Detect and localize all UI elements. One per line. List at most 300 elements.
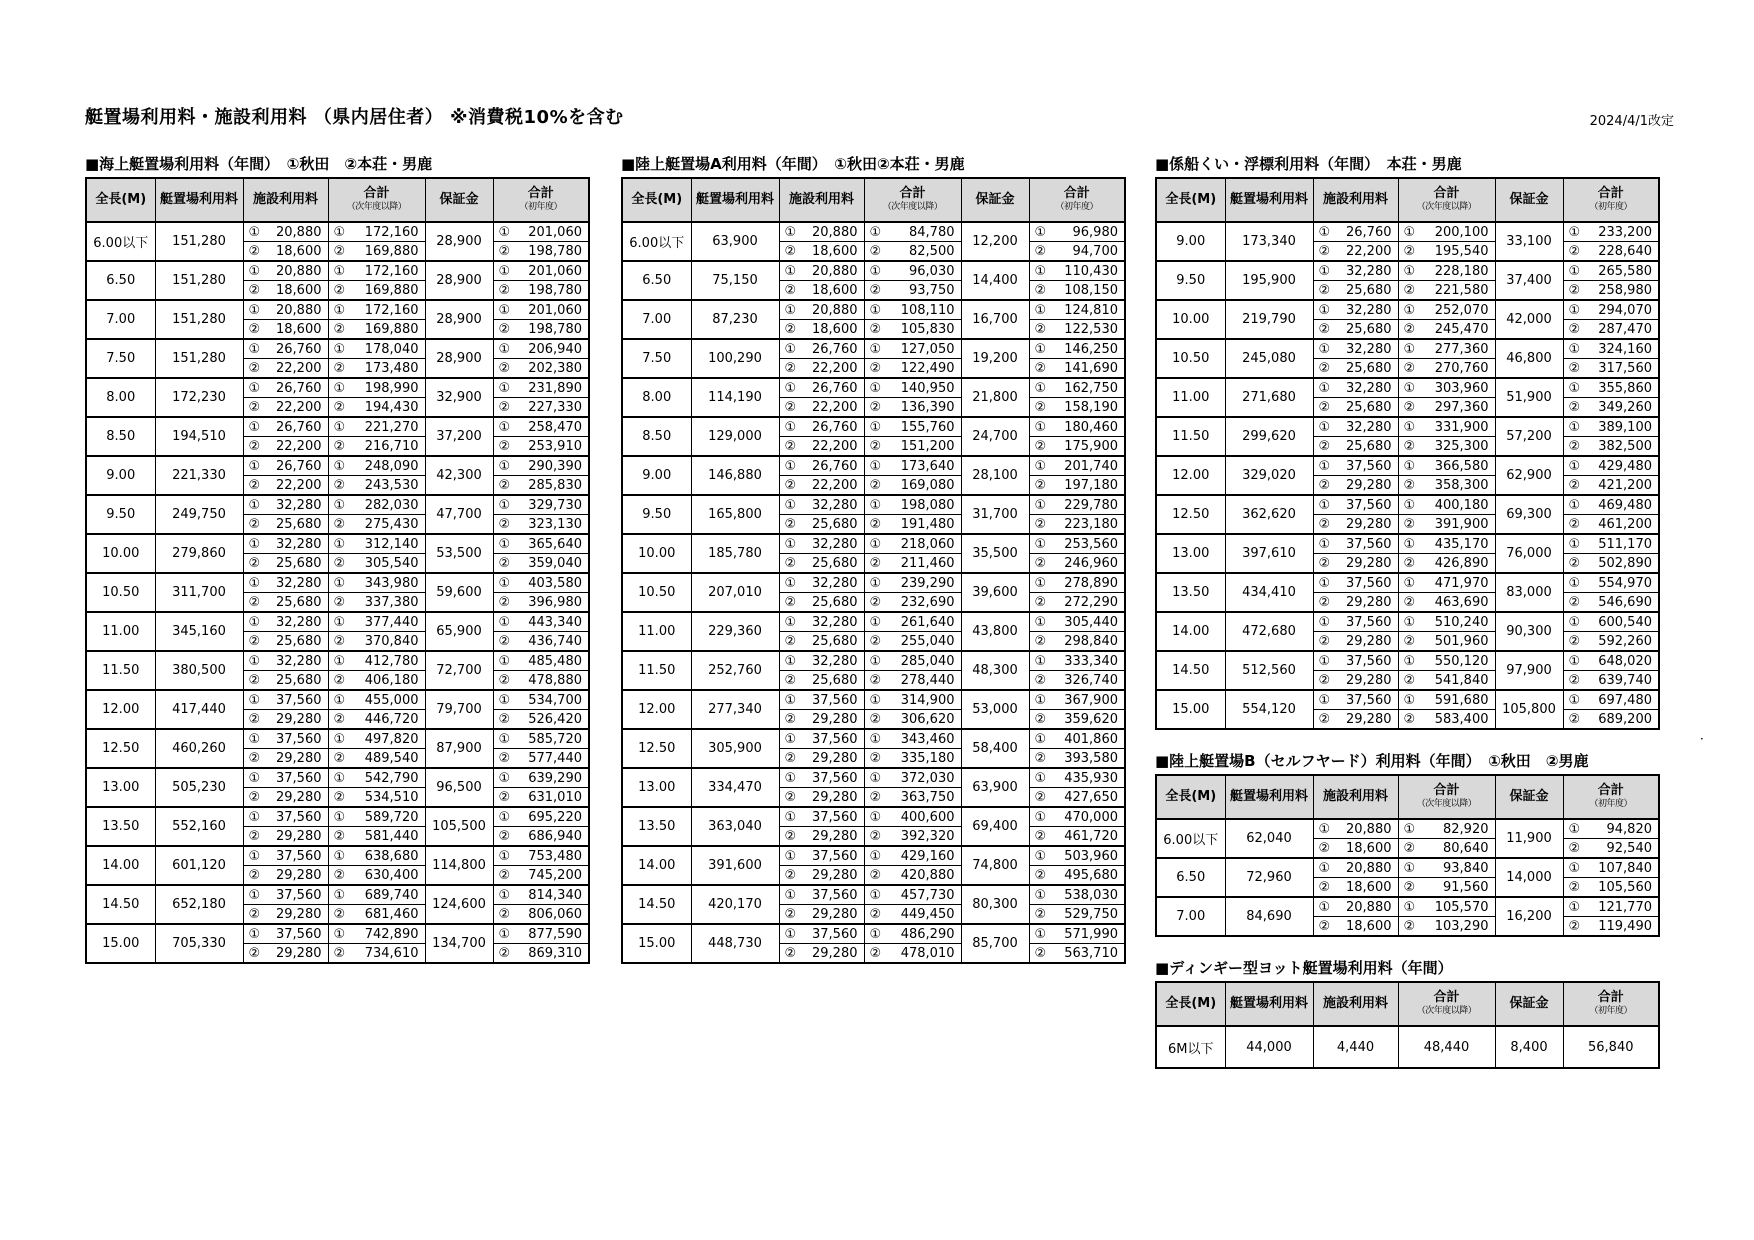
circled-number-1: ① (498, 653, 511, 669)
cell-value: 140,950 (900, 380, 955, 396)
cell-length: 13.50 (1156, 573, 1225, 612)
cell-total-first-2 (1563, 839, 1659, 859)
cell-value: 526,420 (528, 711, 582, 727)
col-header-length: 全長(M) (86, 178, 155, 222)
circled-number-1: ① (1568, 263, 1581, 279)
circled-number-2: ② (248, 711, 261, 727)
cell-deposit: 79,700 (425, 690, 493, 729)
circled-number-1: ① (1034, 926, 1047, 942)
table-row-sub1 (622, 417, 1125, 437)
cell-value: 329,730 (528, 497, 582, 513)
circled-number-1: ① (333, 536, 346, 552)
right-column (1155, 153, 1658, 1069)
cell-total-first-2 (1563, 242, 1659, 262)
cell-length: 9.50 (1156, 261, 1225, 300)
table-row-sub1 (86, 495, 589, 515)
cell-facility-fee-2 (779, 944, 864, 964)
circled-number-2: ② (1403, 840, 1416, 856)
cell-value: 231,890 (528, 380, 582, 396)
cell-value: 563,710 (1064, 945, 1118, 961)
cell-facility-fee-1 (1313, 819, 1398, 839)
cell-value: 343,460 (900, 731, 955, 747)
cell-total-first: 56,840 (1563, 1026, 1659, 1068)
cell-value: 246,960 (1064, 555, 1118, 571)
cell-deposit: 53,000 (961, 690, 1029, 729)
table-row-sub1 (622, 846, 1125, 866)
circled-number-2: ② (248, 360, 261, 376)
cell-value: 105,570 (1434, 899, 1489, 915)
cell-total-first-2 (1029, 788, 1125, 808)
circled-number-2: ② (498, 438, 511, 454)
cell-total-first-1 (1029, 222, 1125, 242)
cell-value: 806,060 (528, 906, 582, 922)
cell-value: 162,750 (1064, 380, 1118, 396)
circled-number-1: ① (1403, 497, 1416, 513)
cell-value: 317,560 (1598, 360, 1652, 376)
cell-value: 501,960 (1434, 633, 1489, 649)
cell-total-first-2 (1563, 281, 1659, 301)
cell-total-first-1 (1029, 729, 1125, 749)
cell-base-fee: 652,180 (155, 885, 243, 924)
cell-value: 382,500 (1598, 438, 1652, 454)
cell-facility-fee-2 (243, 944, 328, 964)
cell-facility-fee-1 (1313, 534, 1398, 554)
cell-total-next-2 (328, 398, 425, 418)
cell-value: 84,780 (909, 224, 955, 240)
circled-number-1: ① (869, 731, 882, 747)
circled-number-2: ② (1034, 516, 1047, 532)
circled-number-2: ② (333, 438, 346, 454)
cell-total-first-1 (493, 885, 589, 905)
table-dinghy-yacht-fees (1155, 957, 1658, 1069)
cell-base-fee: 420,170 (691, 885, 779, 924)
table-row-sub1 (622, 573, 1125, 593)
cell-total-first-2 (493, 944, 589, 964)
cell-total-first-2 (1029, 827, 1125, 847)
cell-total-first-1 (493, 573, 589, 593)
cell-base-fee: 245,080 (1225, 339, 1313, 378)
header-row (1156, 982, 1659, 1026)
cell-value: 201,740 (1064, 458, 1118, 474)
cell-total-next-1 (1398, 300, 1495, 320)
circled-number-2: ② (1568, 438, 1581, 454)
cell-value: 25,680 (276, 672, 322, 688)
cell-value: 29,280 (1346, 711, 1392, 727)
cell-facility-fee-1 (243, 300, 328, 320)
cell-total-first-1 (1029, 534, 1125, 554)
cell-total-next-1 (864, 456, 961, 476)
cell-value: 581,440 (364, 828, 419, 844)
circled-number-1: ① (869, 263, 882, 279)
cell-total-first-2 (493, 242, 589, 262)
cell-value: 221,270 (364, 419, 419, 435)
table-row-sub1 (622, 300, 1125, 320)
table-title: ■陸上艇置場A利用料（年間） ①秋田②本荘・男鹿 (621, 155, 965, 173)
cell-length: 14.00 (1156, 612, 1225, 651)
cell-value: 239,290 (900, 575, 955, 591)
cell-length: 11.00 (622, 612, 691, 651)
cell-value: 32,280 (1346, 341, 1392, 357)
cell-value: 26,760 (276, 380, 322, 396)
cell-total-first-1 (1563, 222, 1659, 242)
cell-value: 406,180 (364, 672, 419, 688)
circled-number-2: ② (869, 516, 882, 532)
cell-value: 22,200 (276, 399, 322, 415)
cell-value: 326,740 (1064, 672, 1118, 688)
cell-facility-fee-1 (1313, 300, 1398, 320)
cell-base-fee: 151,280 (155, 339, 243, 378)
cell-value: 25,680 (276, 633, 322, 649)
cell-total-next-2 (328, 671, 425, 691)
table-row-sub1 (622, 534, 1125, 554)
table-row-sub1 (622, 768, 1125, 788)
cell-facility-fee-1 (1313, 573, 1398, 593)
circled-number-2: ② (1403, 516, 1416, 532)
circled-number-2: ② (784, 789, 797, 805)
cell-deposit: 16,200 (1495, 897, 1563, 936)
circled-number-2: ② (784, 438, 797, 454)
circled-number-2: ② (1034, 945, 1047, 961)
cell-value: 37,560 (1346, 458, 1392, 474)
cell-value: 201,060 (528, 263, 582, 279)
cell-value: 285,830 (528, 477, 582, 493)
circled-number-1: ① (1034, 887, 1047, 903)
cell-value: 32,280 (812, 614, 858, 630)
circled-number-1: ① (1403, 458, 1416, 474)
circled-number-1: ① (1403, 302, 1416, 318)
cell-deposit: 85,700 (961, 924, 1029, 963)
cell-length: 12.00 (86, 690, 155, 729)
cell-facility-fee-1 (779, 573, 864, 593)
cell-value: 294,070 (1598, 302, 1652, 318)
cell-length: 14.00 (86, 846, 155, 885)
cell-deposit: 21,800 (961, 378, 1029, 417)
cell-total-next-1 (1398, 534, 1495, 554)
cell-facility-fee-2 (1313, 632, 1398, 652)
cell-value: 227,330 (528, 399, 582, 415)
circled-number-2: ② (498, 867, 511, 883)
cell-deposit: 48,300 (961, 651, 1029, 690)
cell-total-first-1 (1563, 612, 1659, 632)
cell-value: 529,750 (1064, 906, 1118, 922)
table-row-sub1 (86, 690, 589, 710)
circled-number-2: ② (784, 750, 797, 766)
circled-number-2: ② (1403, 321, 1416, 337)
circled-number-2: ② (248, 594, 261, 610)
circled-number-1: ① (248, 926, 261, 942)
cell-value: 37,560 (812, 887, 858, 903)
cell-value: 191,480 (900, 516, 955, 532)
circled-number-1: ① (1568, 653, 1581, 669)
cell-value: 25,680 (812, 555, 858, 571)
cell-length: 15.00 (86, 924, 155, 963)
cell-total-next-2 (1398, 878, 1495, 898)
table-row-sub1 (86, 768, 589, 788)
cell-value: 29,280 (812, 789, 858, 805)
cell-total-first-2 (1029, 905, 1125, 925)
cell-facility-fee-1 (243, 573, 328, 593)
cell-total-first-1 (1029, 456, 1125, 476)
cell-facility-fee-2 (1313, 839, 1398, 859)
table-row-sub1 (1156, 690, 1659, 710)
cell-value: 82,500 (909, 243, 955, 259)
col-header-facility-fee: 施設利用料 (779, 178, 864, 222)
cell-value: 18,600 (812, 243, 858, 259)
col-header-length: 全長(M) (622, 178, 691, 222)
cell-total-next-2 (864, 593, 961, 613)
cell-value: 389,100 (1598, 419, 1652, 435)
cell-total-next-1 (864, 612, 961, 632)
circled-number-1: ① (248, 302, 261, 318)
circled-number-1: ① (1568, 821, 1581, 837)
cell-total-next-1 (328, 573, 425, 593)
cell-value: 337,380 (364, 594, 419, 610)
cell-total-next-1 (328, 651, 425, 671)
cell-value: 377,440 (364, 614, 419, 630)
table-row-sub1 (86, 846, 589, 866)
cell-total-first-2 (1563, 917, 1659, 937)
circled-number-2: ② (1034, 321, 1047, 337)
circled-number-2: ② (1034, 750, 1047, 766)
circled-number-2: ② (1403, 879, 1416, 895)
cell-value: 29,280 (276, 828, 322, 844)
circled-number-1: ① (784, 458, 797, 474)
cell-total-next-1 (328, 612, 425, 632)
cell-total-next-2 (328, 827, 425, 847)
cell-facility-fee-2 (779, 632, 864, 652)
cell-deposit: 14,000 (1495, 858, 1563, 897)
circled-number-1: ① (248, 380, 261, 396)
circled-number-2: ② (1403, 633, 1416, 649)
cell-total-next-2 (1398, 917, 1495, 937)
circled-number-2: ② (784, 243, 797, 259)
circled-number-1: ① (1568, 692, 1581, 708)
cell-value: 26,760 (812, 458, 858, 474)
cell-value: 333,340 (1064, 653, 1118, 669)
cell-facility-fee-2 (779, 476, 864, 496)
cell-total-next-2 (328, 320, 425, 340)
cell-total-next-1 (864, 846, 961, 866)
fee-table (1155, 177, 1660, 730)
cell-total-first-1 (1563, 456, 1659, 476)
cell-deposit: 57,200 (1495, 417, 1563, 456)
fee-table (1155, 981, 1660, 1069)
cell-value: 32,280 (1346, 302, 1392, 318)
circled-number-1: ① (1034, 458, 1047, 474)
cell-value: 305,440 (1064, 614, 1118, 630)
circled-number-2: ② (498, 711, 511, 727)
cell-facility-fee-2 (779, 749, 864, 769)
cell-total-next-1 (328, 924, 425, 944)
table-row-sub1 (1156, 261, 1659, 281)
circled-number-1: ① (1318, 860, 1331, 876)
circled-number-1: ① (1403, 692, 1416, 708)
cell-total-first-2 (1563, 632, 1659, 652)
cell-value: 400,180 (1434, 497, 1489, 513)
cell-value: 29,280 (1346, 672, 1392, 688)
cell-value: 877,590 (528, 926, 582, 942)
cell-total-next-1 (328, 534, 425, 554)
circled-number-2: ② (1034, 828, 1047, 844)
cell-total-first-2 (1563, 554, 1659, 574)
cell-base-fee: 114,190 (691, 378, 779, 417)
col-header-deposit: 保証金 (425, 178, 493, 222)
circled-number-2: ② (333, 555, 346, 571)
circled-number-1: ① (784, 263, 797, 279)
cell-total-next-1 (864, 924, 961, 944)
cell-length: 6.50 (1156, 858, 1225, 897)
cell-total-next-2 (864, 944, 961, 964)
circled-number-2: ② (333, 321, 346, 337)
cell-deposit: 72,700 (425, 651, 493, 690)
cell-total-next-2 (328, 242, 425, 262)
cell-value: 403,580 (528, 575, 582, 591)
circled-number-1: ① (1403, 263, 1416, 279)
table-row-sub1 (622, 729, 1125, 749)
cell-total-first-2 (1029, 554, 1125, 574)
cell-value: 20,880 (276, 224, 322, 240)
circled-number-1: ① (1318, 419, 1331, 435)
cell-value: 449,450 (900, 906, 955, 922)
cell-value: 229,780 (1064, 497, 1118, 513)
cell-total-next-2 (864, 710, 961, 730)
circled-number-1: ① (333, 770, 346, 786)
cell-facility-fee-2 (1313, 710, 1398, 730)
cell-value: 546,690 (1598, 594, 1652, 610)
circled-number-1: ① (333, 419, 346, 435)
cell-value: 511,170 (1598, 536, 1652, 552)
table-row-sub1 (1156, 495, 1659, 515)
cell-value: 32,280 (276, 653, 322, 669)
circled-number-1: ① (869, 419, 882, 435)
cell-facility-fee-2 (1313, 671, 1398, 691)
cell-total-first-1 (493, 807, 589, 827)
col-header-base-fee: 艇置場利用料 (1225, 775, 1313, 819)
circled-number-1: ① (333, 341, 346, 357)
cell-value: 198,990 (364, 380, 419, 396)
cell-facility-fee-1 (779, 768, 864, 788)
cell-total-first-2 (1029, 437, 1125, 457)
table-title: ■ディンギー型ヨット艇置場利用料（年間） (1155, 959, 1453, 977)
cell-value: 25,680 (812, 633, 858, 649)
cell-deposit: 51,900 (1495, 378, 1563, 417)
cell-deposit: 63,900 (961, 768, 1029, 807)
circled-number-1: ① (333, 926, 346, 942)
col-header-facility-fee: 施設利用料 (1313, 178, 1398, 222)
cell-value: 243,530 (364, 477, 419, 493)
revision-date: 2024/4/1改定 (1589, 114, 1674, 129)
cell-length: 6.00以下 (86, 222, 155, 261)
cell-total-next-1 (864, 729, 961, 749)
col-header-facility-fee: 施設利用料 (1313, 775, 1398, 819)
cell-facility-fee-2 (243, 710, 328, 730)
cell-value: 136,390 (900, 399, 955, 415)
col-header-total-next: 合計 （次年度以降） (1398, 178, 1495, 222)
circled-number-2: ② (248, 672, 261, 688)
cell-value: 200,100 (1434, 224, 1489, 240)
cell-value: 745,200 (528, 867, 582, 883)
circled-number-2: ② (1034, 282, 1047, 298)
cell-total-first-2 (493, 710, 589, 730)
cell-total-first-1 (1029, 846, 1125, 866)
cell-value: 194,430 (364, 399, 419, 415)
cell-facility-fee-1 (243, 456, 328, 476)
table-row-sub1 (86, 612, 589, 632)
cell-value: 206,940 (528, 341, 582, 357)
circled-number-2: ② (1568, 282, 1581, 298)
cell-value: 554,970 (1598, 575, 1652, 591)
cell-value: 461,200 (1598, 516, 1652, 532)
cell-value: 478,880 (528, 672, 582, 688)
cell-value: 323,130 (528, 516, 582, 532)
circled-number-2: ② (248, 750, 261, 766)
cell-value: 20,880 (1346, 899, 1392, 915)
circled-number-2: ② (498, 516, 511, 532)
cell-facility-fee-2 (243, 242, 328, 262)
cell-value: 82,920 (1443, 821, 1489, 837)
cell-value: 542,790 (364, 770, 419, 786)
table-land-yard-b-fees (1155, 750, 1658, 937)
circled-number-2: ② (1034, 789, 1047, 805)
cell-value: 734,610 (364, 945, 419, 961)
cell-value: 37,560 (812, 926, 858, 942)
cell-total-next-1 (864, 651, 961, 671)
cell-value: 18,600 (1346, 879, 1392, 895)
cell-facility-fee-2 (243, 905, 328, 925)
cell-value: 218,060 (900, 536, 955, 552)
circled-number-1: ① (1403, 821, 1416, 837)
table-row-sub1 (622, 612, 1125, 632)
cell-value: 228,640 (1598, 243, 1652, 259)
cell-value: 25,680 (812, 516, 858, 532)
cell-base-fee: 151,280 (155, 261, 243, 300)
cell-value: 178,040 (364, 341, 419, 357)
cell-value: 25,680 (1346, 282, 1392, 298)
cell-facility-fee-1 (243, 378, 328, 398)
table-row-sub1 (86, 807, 589, 827)
cell-facility-fee-2 (779, 320, 864, 340)
cell-facility-fee-1 (243, 651, 328, 671)
cell-value: 305,540 (364, 555, 419, 571)
cell-value: 600,540 (1598, 614, 1652, 630)
cell-total-next-2 (864, 359, 961, 379)
cell-deposit: 65,900 (425, 612, 493, 651)
cell-value: 108,110 (900, 302, 955, 318)
cell-value: 37,560 (276, 809, 322, 825)
cell-total-first-2 (493, 437, 589, 457)
cell-value: 20,880 (276, 302, 322, 318)
cell-facility-fee-1 (779, 378, 864, 398)
circled-number-2: ② (1318, 477, 1331, 493)
cell-length: 7.00 (86, 300, 155, 339)
cell-value: 585,720 (528, 731, 582, 747)
cell-value: 18,600 (812, 321, 858, 337)
cell-facility-fee-2 (779, 398, 864, 418)
circled-number-1: ① (498, 926, 511, 942)
cell-total-first-2 (1563, 359, 1659, 379)
cell-total-next-2 (1398, 671, 1495, 691)
table-title: ■海上艇置場利用料（年間） ①秋田 ②本荘・男鹿 (85, 155, 433, 173)
cell-base-fee: 221,330 (155, 456, 243, 495)
circled-number-1: ① (1034, 770, 1047, 786)
cell-facility-fee-1 (779, 690, 864, 710)
cell-base-fee: 249,750 (155, 495, 243, 534)
cell-total-next-2 (864, 437, 961, 457)
cell-value: 105,830 (900, 321, 955, 337)
cell-value: 577,440 (528, 750, 582, 766)
cell-total-first-1 (493, 846, 589, 866)
cell-total-first-1 (1029, 924, 1125, 944)
